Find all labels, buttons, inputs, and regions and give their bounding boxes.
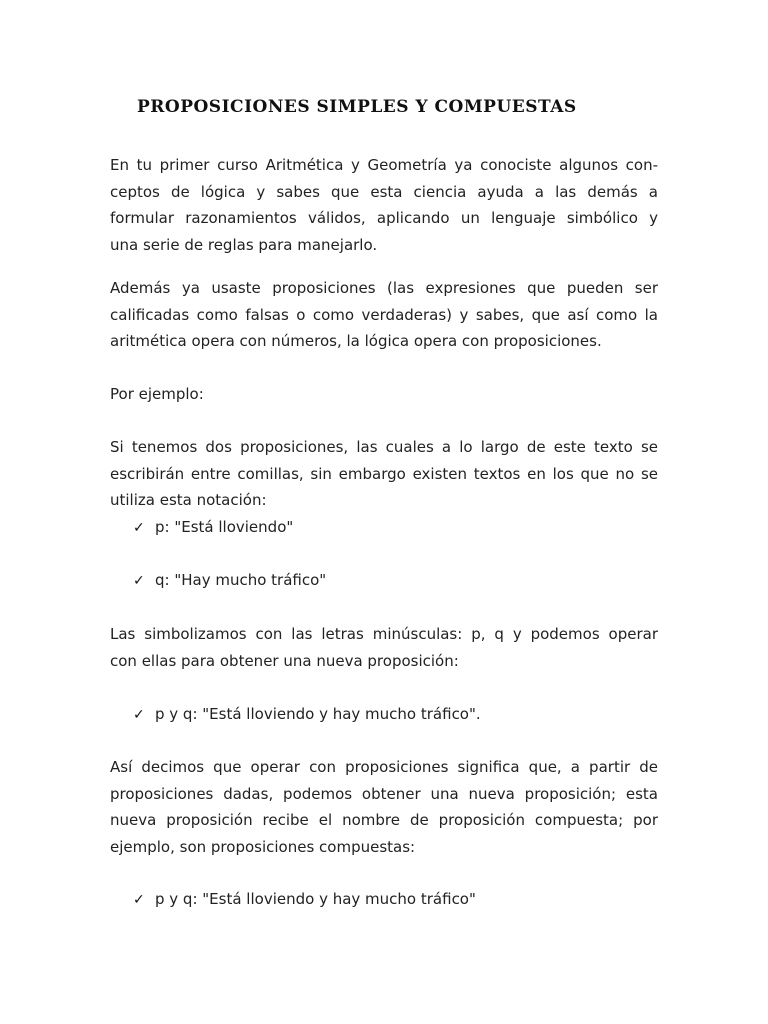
list-item [133, 701, 481, 728]
list-item-text: p y q: "Está lloviendo y hay mucho tráfico" [155, 890, 476, 908]
page-title: PROPOSICIONES SIMPLES Y COMPUESTAS [137, 97, 577, 117]
paragraph-two-propositions [110, 434, 658, 514]
paragraph-line: una serie de reglas para manejarlo. [110, 235, 378, 254]
paragraph-symbolize [110, 621, 658, 674]
list-item [133, 514, 293, 541]
list-item [133, 886, 476, 913]
paragraph-line: Además ya usaste proposiciones (las expresiones que pueden ser [110, 279, 658, 297]
paragraph-intro [110, 152, 658, 258]
list-item-text: p y q: "Está lloviendo y hay mucho tráfico". [155, 705, 481, 723]
paragraph-line: aritmética opera con números, la lógica opera con proposiciones. [110, 332, 602, 350]
paragraph-example-label [110, 381, 658, 408]
paragraph-line: utiliza esta notación: [110, 491, 267, 509]
list-item-text: q: "Hay mucho tráfico" [155, 571, 327, 589]
checkmark-icon: ✓ [133, 892, 145, 908]
checkmark-icon: ✓ [133, 573, 145, 589]
paragraph-line: Por ejemplo: [110, 385, 204, 403]
paragraph-propositions [110, 275, 658, 355]
paragraph-line: proposiciones dadas, podemos obtener una nueva proposición; esta [110, 784, 658, 803]
paragraph-line: Así decimos que operar con proposiciones significa que, a partir de [110, 758, 658, 776]
paragraph-line: calificadas como falsas o como verdaderas) y sabes, que así como la [110, 305, 658, 324]
paragraph-line: con ellas para obtener una nueva proposición: [110, 651, 459, 670]
paragraph-line: ceptos de lógica y sabes que esta ciencia ayuda a las demás a [110, 182, 658, 201]
paragraph-line: formular razonamientos válidos, aplicando un lenguaje simbólico y [110, 209, 658, 227]
paragraph-line: nueva proposición recibe el nombre de proposición compuesta; por [110, 811, 658, 829]
paragraph-line: Si tenemos dos proposiciones, las cuales a lo largo de este texto se [110, 438, 658, 456]
paragraph-line: escribirán entre comillas, sin embargo existen textos en los que no se [110, 464, 658, 483]
list-item [133, 567, 326, 594]
paragraph-compound [110, 754, 658, 860]
checkmark-icon: ✓ [133, 520, 145, 536]
list-item-text: p: "Está lloviendo" [155, 518, 294, 536]
checkmark-icon: ✓ [133, 707, 145, 723]
paragraph-line: En tu primer curso Aritmética y Geometría ya conociste algunos con- [110, 156, 658, 174]
paragraph-line: ejemplo, son proposiciones compuestas: [110, 837, 416, 856]
paragraph-line: Las simbolizamos con las letras minúsculas: p, q y podemos operar [110, 625, 658, 643]
